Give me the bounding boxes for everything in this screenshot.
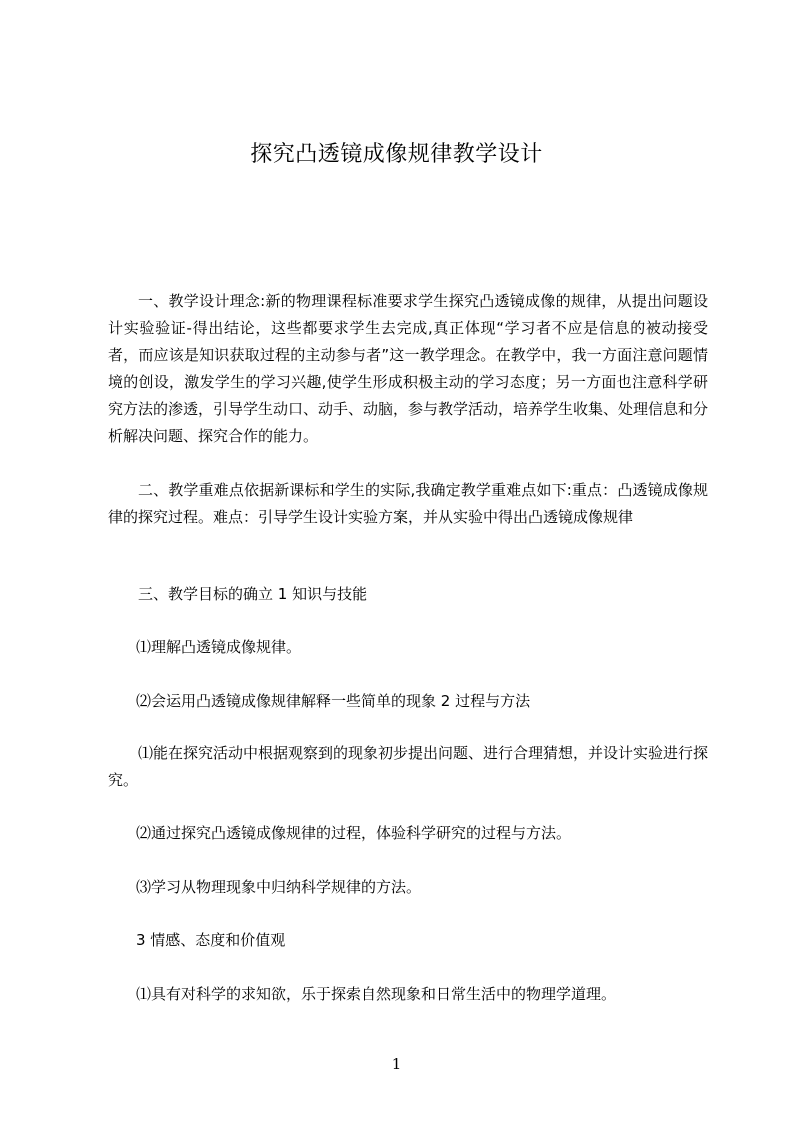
paragraph-objective-1-2: ⑵会运用凸透镜成像规律解释一些简单的现象 2 过程与方法 bbox=[136, 692, 531, 710]
paragraph-objective-1-1: ⑴理解凸透镜成像规律。 bbox=[136, 638, 302, 656]
paragraph-objective-3-heading: 3 情感、态度和价值观 bbox=[136, 931, 286, 949]
paragraph-objective-2-2: ⑵通过探究凸透镜成像规律的过程，体验科学研究的过程与方法。 bbox=[136, 824, 572, 842]
paragraph-key-difficult-points: 二、教学重难点依据新课标和学生的实际,我确定教学重难点如下:重点：凸透镜成像规律的探究过程。难点：引导学生设计实验方案，并从实验中得出凸透镜成像规律 bbox=[108, 481, 708, 526]
paragraph-objective-2-1: ⑴能在探究活动中根据观察到的现象初步提出问题、进行合理猜想，并设计实验进行探究。 bbox=[108, 744, 709, 789]
page-number: 1 bbox=[391, 1055, 402, 1073]
document-title: 探究凸透镜成像规律教学设计 bbox=[250, 142, 543, 167]
paragraph-objective-3-1: ⑴具有对科学的求知欲，乐于探索自然现象和日常生活中的物理学道理。 bbox=[136, 985, 617, 1003]
paragraph-teaching-objectives: 三、教学目标的确立 1 知识与技能 bbox=[138, 585, 368, 603]
paragraph-objective-2-3: ⑶学习从物理现象中归纳科学规律的方法。 bbox=[136, 878, 422, 896]
paragraph-design-concept: 一、教学设计理念:新的物理课程标准要求学生探究凸透镜成像的规律，从提出问题设计实验验证-得出结论，这些都要求学生去完成,真正体现“学习者不应是信息的被动接受者，而应该是知识获取过程的主动参与者”这一教学理念。在教学中，我一方面注意问题情境的创设，激发学生的学习兴趣,使学生形成积极主动的学习态度；另一方面也注意科学研究方法的渗透，引导学生动口、动手、动脑，参与教学活动，培养学生收集、处理信息和分析解决问题、探究合作的能力。 bbox=[108, 292, 709, 445]
